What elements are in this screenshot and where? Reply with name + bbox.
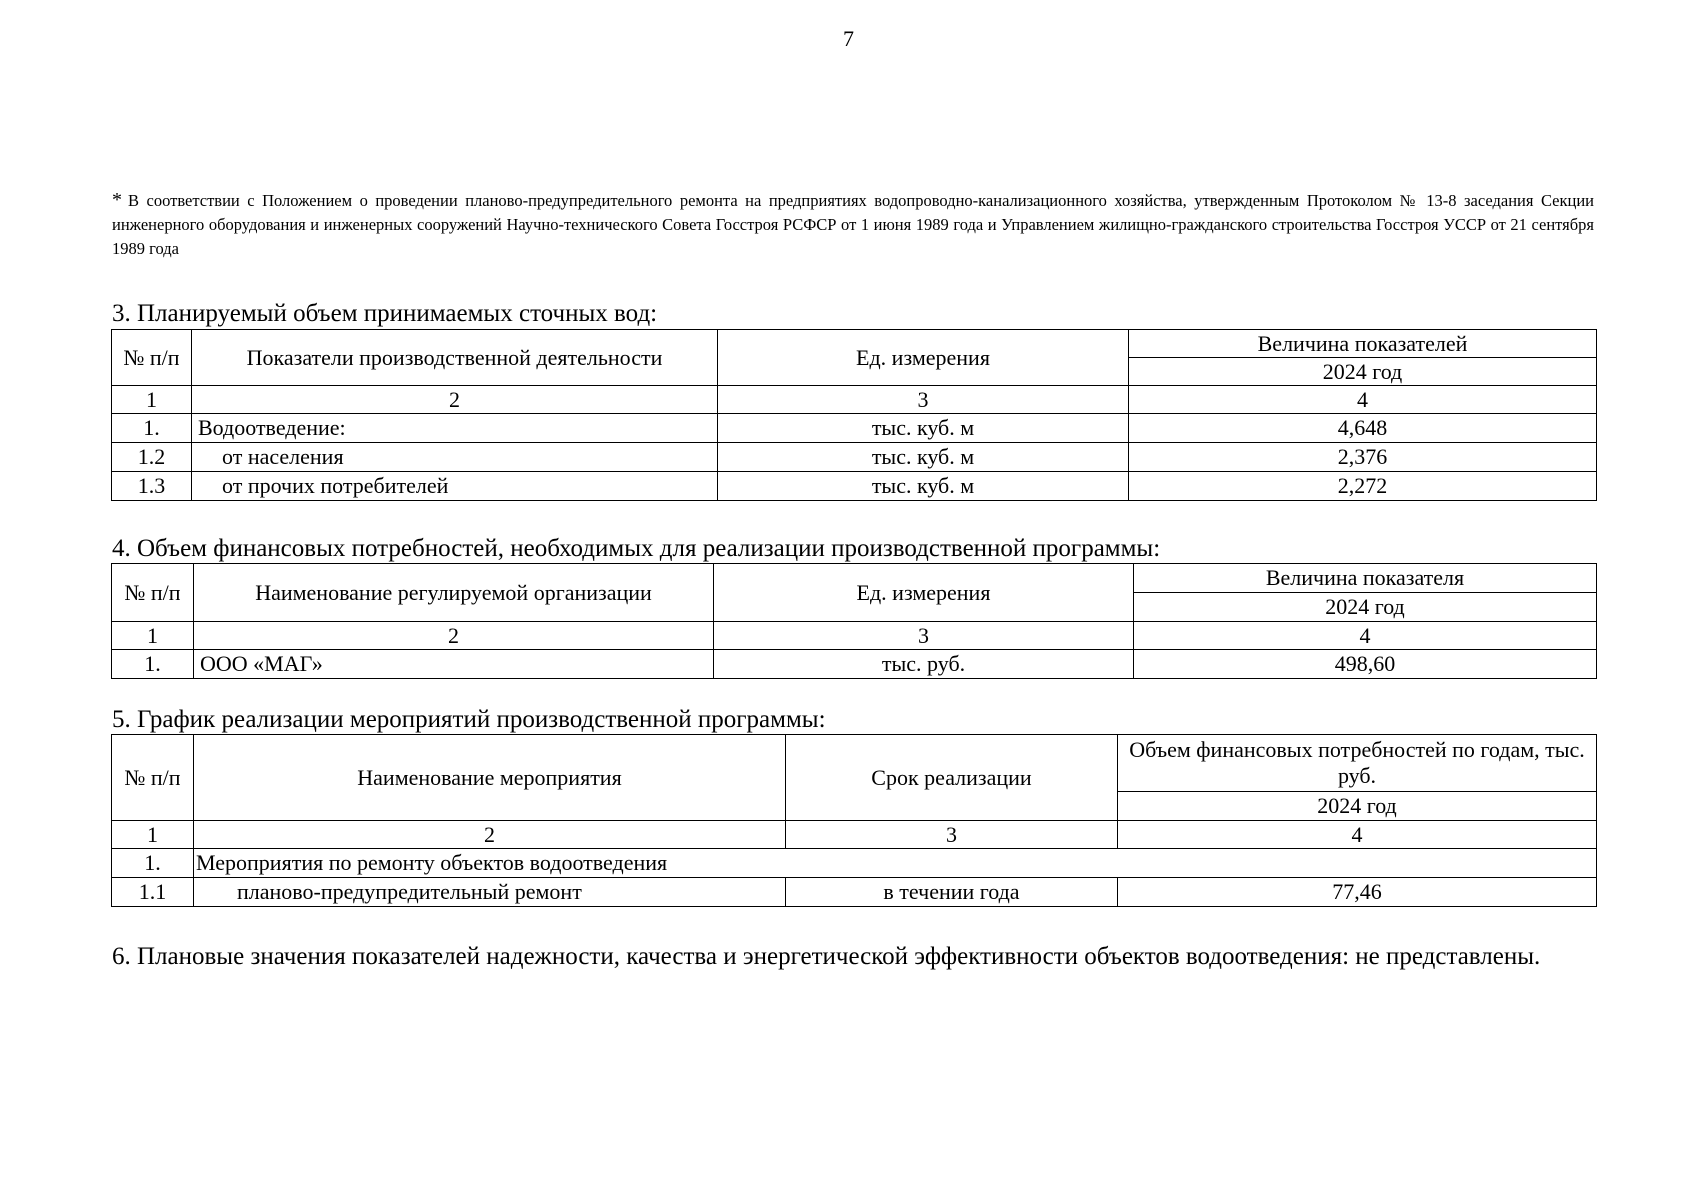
row-num: 1.	[112, 650, 194, 679]
col-number: 4	[1134, 622, 1597, 650]
header-num: № п/п	[112, 330, 192, 386]
col-number: 4	[1118, 821, 1597, 849]
header-value-group: Величина показателей	[1129, 330, 1597, 358]
header-year: 2024 год	[1118, 792, 1597, 821]
header-value-group: Объем финансовых потребностей по годам, тыс. руб.	[1118, 735, 1597, 792]
row-term: в течении года	[786, 878, 1118, 907]
header-num: № п/п	[112, 735, 194, 821]
footnote-marker: *	[112, 189, 122, 211]
header-num: № п/п	[112, 564, 194, 622]
financial-needs-table	[111, 563, 1597, 679]
table-row	[112, 443, 1597, 472]
header-term: Срок реализации	[786, 735, 1118, 821]
col-number: 2	[194, 821, 786, 849]
page-number: 7	[843, 26, 854, 51]
row-name: от прочих потребителей	[192, 472, 718, 501]
row-activity: планово-предупредительный ремонт	[194, 878, 786, 907]
row-unit: тыс. куб. м	[718, 414, 1129, 443]
table-row	[112, 878, 1597, 907]
row-value: 77,46	[1118, 878, 1597, 907]
col-number: 4	[1129, 386, 1597, 414]
group-num: 1.	[112, 849, 194, 878]
col-number: 1	[112, 386, 192, 414]
col-number: 3	[786, 821, 1118, 849]
header-value-group: Величина показателя	[1134, 564, 1597, 593]
row-num: 1.	[112, 414, 192, 443]
header-org: Наименование регулируемой организации	[194, 564, 714, 622]
row-num: 1.1	[112, 878, 194, 907]
table-row	[112, 650, 1597, 679]
row-num: 1.2	[112, 443, 192, 472]
row-value: 2,272	[1129, 472, 1597, 501]
header-unit: Ед. измерения	[718, 330, 1129, 386]
row-unit: тыс. куб. м	[718, 472, 1129, 501]
footnote	[112, 188, 1594, 261]
table-row	[112, 414, 1597, 443]
header-year: 2024 год	[1129, 358, 1597, 386]
col-number: 3	[718, 386, 1129, 414]
header-activity: Наименование мероприятия	[194, 735, 786, 821]
row-value: 2,376	[1129, 443, 1597, 472]
section-3-heading: 3. Планируемый объем принимаемых сточных вод:	[112, 300, 658, 327]
row-unit: тыс. куб. м	[718, 443, 1129, 472]
row-name: от населения	[192, 443, 718, 472]
group-name: Мероприятия по ремонту объектов водоотведения	[194, 849, 1597, 878]
section-4-heading: 4. Объем финансовых потребностей, необходимых для реализации производственной программы:	[112, 535, 1161, 562]
row-org: ООО «МАГ»	[194, 650, 714, 679]
header-year: 2024 год	[1134, 593, 1597, 622]
table-row	[112, 472, 1597, 501]
row-value: 4,648	[1129, 414, 1597, 443]
schedule-table	[111, 734, 1597, 907]
col-number: 2	[194, 622, 714, 650]
footnote-text: В соответствии с Положением о проведении планово-предупредительного ремонта на предприятиях водопроводно-канализационного хозяйства, утвержденным Протоколом № 13-8 заседания Секции инженерного оборудования и инженерных сооружений Научно-технического Совета Госстроя РСФСР от 1 июня 1989 года и Управлением жилищно-гражданского строительства Госстроя УССР от 21 сентября 1989 года	[112, 191, 1594, 258]
row-value: 498,60	[1134, 650, 1597, 679]
section-5-heading: 5. График реализации мероприятий производственной программы:	[112, 706, 826, 733]
col-number: 3	[714, 622, 1134, 650]
col-number: 1	[112, 622, 194, 650]
table-group-row	[112, 849, 1597, 878]
col-number: 1	[112, 821, 194, 849]
row-num: 1.3	[112, 472, 192, 501]
header-unit: Ед. измерения	[714, 564, 1134, 622]
row-unit: тыс. руб.	[714, 650, 1134, 679]
row-name: Водоотведение:	[192, 414, 718, 443]
header-indicator: Показатели производственной деятельности	[192, 330, 718, 386]
wastewater-volume-table	[111, 329, 1597, 501]
section-6-text: 6. Плановые значения показателей надежности, качества и энергетической эффективности объектов водоотведения: не представлены.	[112, 943, 1541, 970]
col-number: 2	[192, 386, 718, 414]
